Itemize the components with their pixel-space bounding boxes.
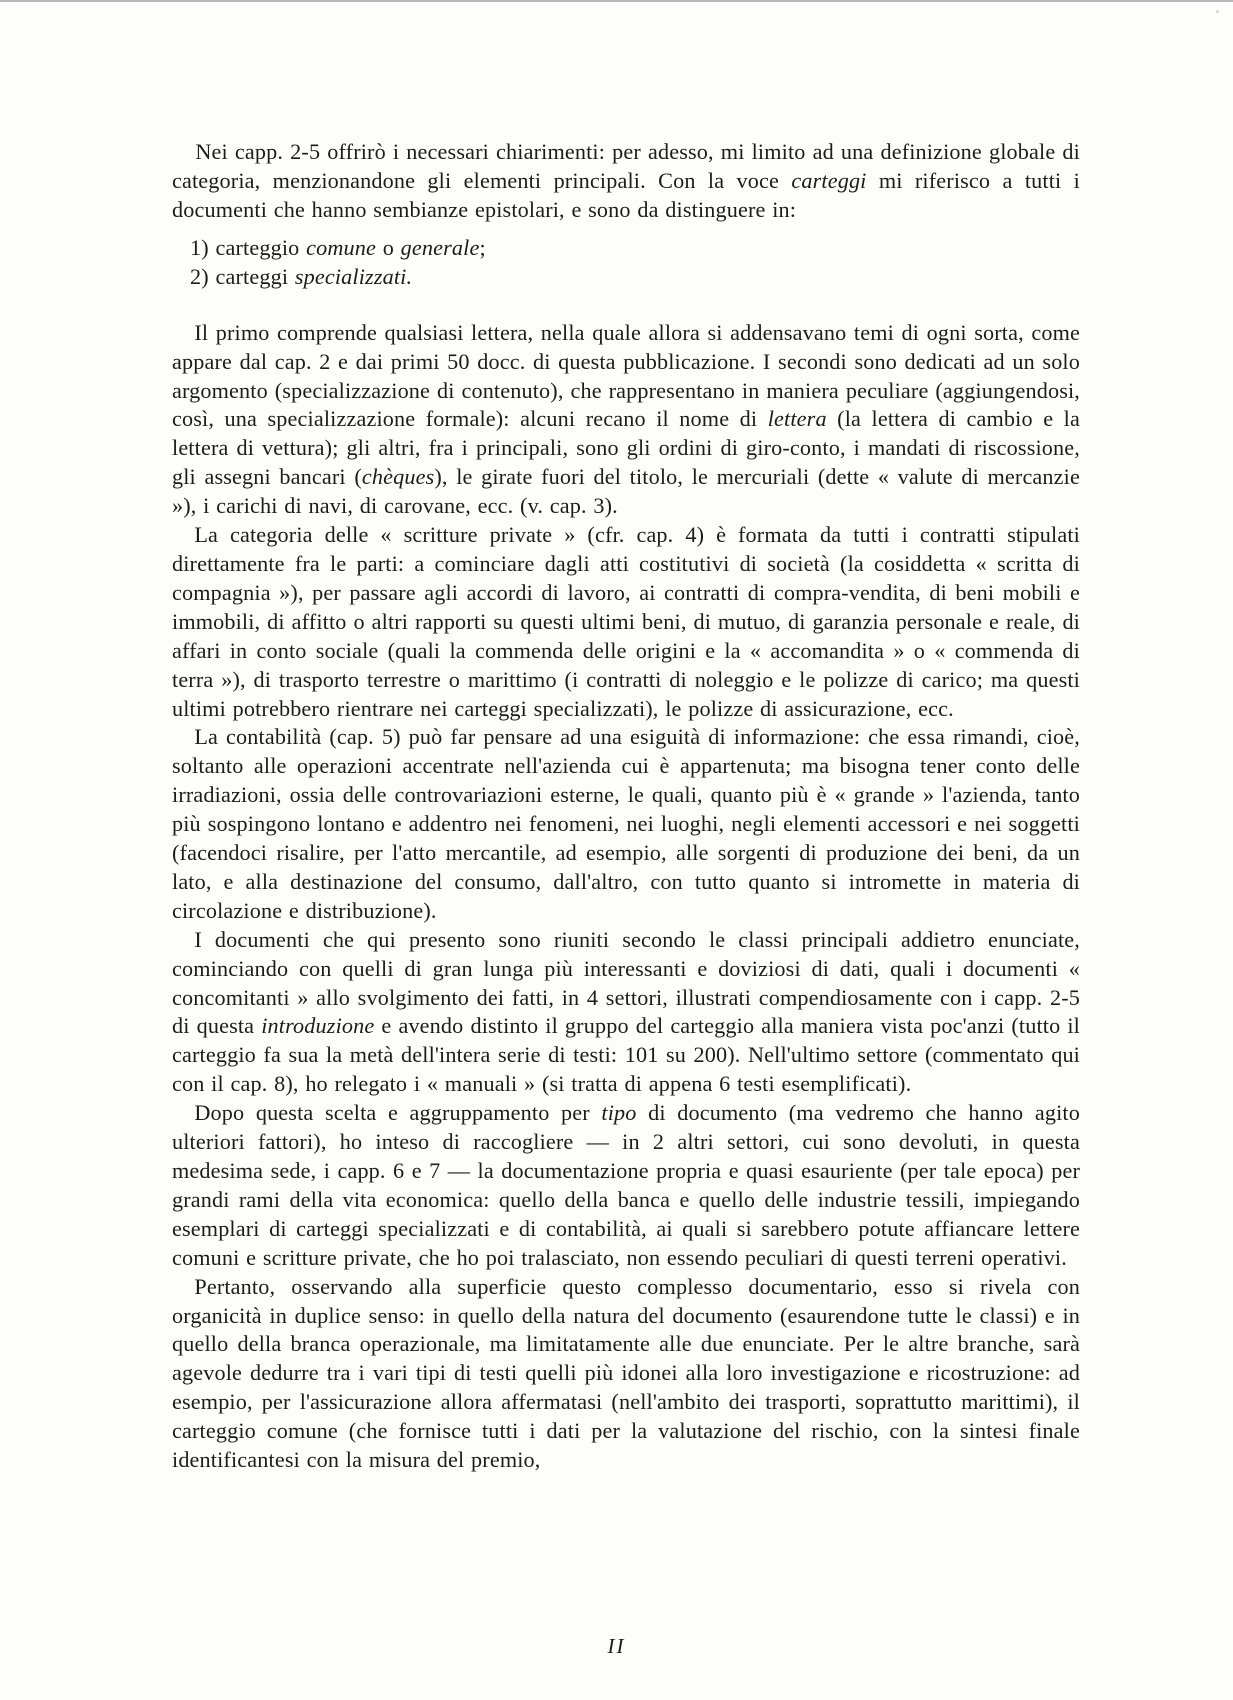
carteggi-list [172,233,1080,291]
top-edge-rule [0,0,1233,2]
paragraph-scritture-private: La categoria delle « scritture private » (cfr. cap. 4) è formata da tutti i contratti stipulati direttamente fra le parti: a cominciare dagli atti costitutivi di società (la cosiddetta « scritta di compagnia »), per passare agli accordi di lavoro, ai contratti di compra-vendita, di beni mobili e immobili, di affitto o altri rapporti su questi ultimi beni, di mutuo, di garanzia personale e reale, di affari in conto sociale (quali la commenda delle origini e la « accomandita » o « commenda di terra »), di trasporto terrestre o marittimo (i contratti di noleggio e le polizze di carico; ma questi ultimi potrebbero rientrare nei carteggi specializzati), le polizze di assicurazione, ecc. [172,522,1080,721]
paragraph-contabilita: La contabilità (cap. 5) può far pensare ad una esiguità di informazione: che essa rimandi, cioè, soltanto alle operazioni accentrate nell'azienda cui è appartenuta; ma bisogna tener conto delle irradiazioni, ossia delle controvariazioni esterne, le quali, quanto più è « grande » l'azienda, tanto più sospingono lontano e addentro nei fenomeni, nei luoghi, negli elementi accessori e nei soggetti (facendoci risalire, per l'atto mercantile, ad esempio, alle sorgenti di produzione dei beni, da un lato, e alla destinazione del consumo, dall'altro, con tutto quanto si intromette in materia di circolazione e distribuzione). [172,724,1080,923]
paragraph-pertanto: Pertanto, osservando alla superficie questo complesso documentario, esso si rivela con organicità in duplice senso: in quello della natura del documento (esaurendone tutte le classi) e in quello della branca operazionale, ma limitatamente alle due enunciate. Per le altre branche, sarà agevole dedurre tra i vari tipi di testi quelli più idonei alla loro investigazione e ricostruzione: ad esempio, per l'assicurazione allora affermatasi (nell'ambito dei trasporti, soprattutto marittimi), il carteggio comune (che fornisce tutti i dati per la valutazione del rischio, con la sintesi finale identificantesi con la misura del premio, [172,1273,1080,1473]
emphasis-carteggi: carteggi [791,167,867,193]
list-item: 1) carteggio comune o generale; [190,234,486,260]
intro-paragraph: Nei capp. 2-5 offrirò i necessari chiarimenti: per adesso, mi limito ad una definizione globale di categoria, menzionandone gli elementi principali. Con la voce carteggi mi riferisco a tutti i documenti che hanno sembianze epistolari, e sono da distinguere in: [172,139,1080,222]
body-text [172,138,1080,1475]
list-item: 2) carteggi specializzati. [190,263,413,289]
paragraph-documenti: I documenti che qui presento sono riuniti secondo le classi principali addietro enunciate, cominciando con quelli di gran lunga più interessanti e doviziosi di dati, quali i documenti « concomitanti » allo svolgimento dei fatti, in 4 settori, illustrati compendiosamente con i capp. 2-5 di questa introduzione e avendo distinto il gruppo del carteggio alla maniera vista poc'anzi (tutto il carteggio fa sua la metà dell'intera serie di testi: 101 su 200). Nell'ultimo settore (commentato qui con il cap. 8), ho relegato i « manuali » (si tratta di appena 6 testi esemplificati). [172,926,1080,1097]
paragraph-aggruppamento: Dopo questa scelta e aggruppamento per tipo di documento (ma vedremo che hanno agito ulteriori fattori), ho inteso di raccogliere — in 2 altri settori, cui sono devoluti, in questa medesima sede, i capp. 6 e 7 — la documentazione propria e quasi esauriente (per tale epoca) per grandi rami della vita economica: quello della banca e quello delle industrie tessili, impiegando esemplari di carteggi specializzati e di contabilità, ai quali si sarebbero potute affiancare lettere comuni e scritture private, che ho poi tralasciato, non essendo peculiari di questi terreni operativi. [172,1100,1080,1270]
paper-speck [1216,10,1219,13]
paragraph-carteggi: Il primo comprende qualsiasi lettera, nella quale allora si addensavano temi di ogni sorta, come appare dal cap. 2 e dai primi 50 docc. di questa pubblicazione. I secondi sono dedicati ad un solo argomento (specializzazione di contenuto), che rappresentano in maniera peculiare (aggiungendosi, così, una specializzazione formale): alcuni recano il nome di lettera (la lettera di cambio e la lettera di vettura); gli altri, fra i principali, sono gli ordini di giro-conto, i mandati di riscossione, gli assegni bancari (chèques), le girate fuori del titolo, le mercuriali (dette « valute di mercanzie »), i carichi di navi, di carovane, ecc. (v. cap. 3). [172,319,1080,519]
page-number: II [607,1634,626,1658]
